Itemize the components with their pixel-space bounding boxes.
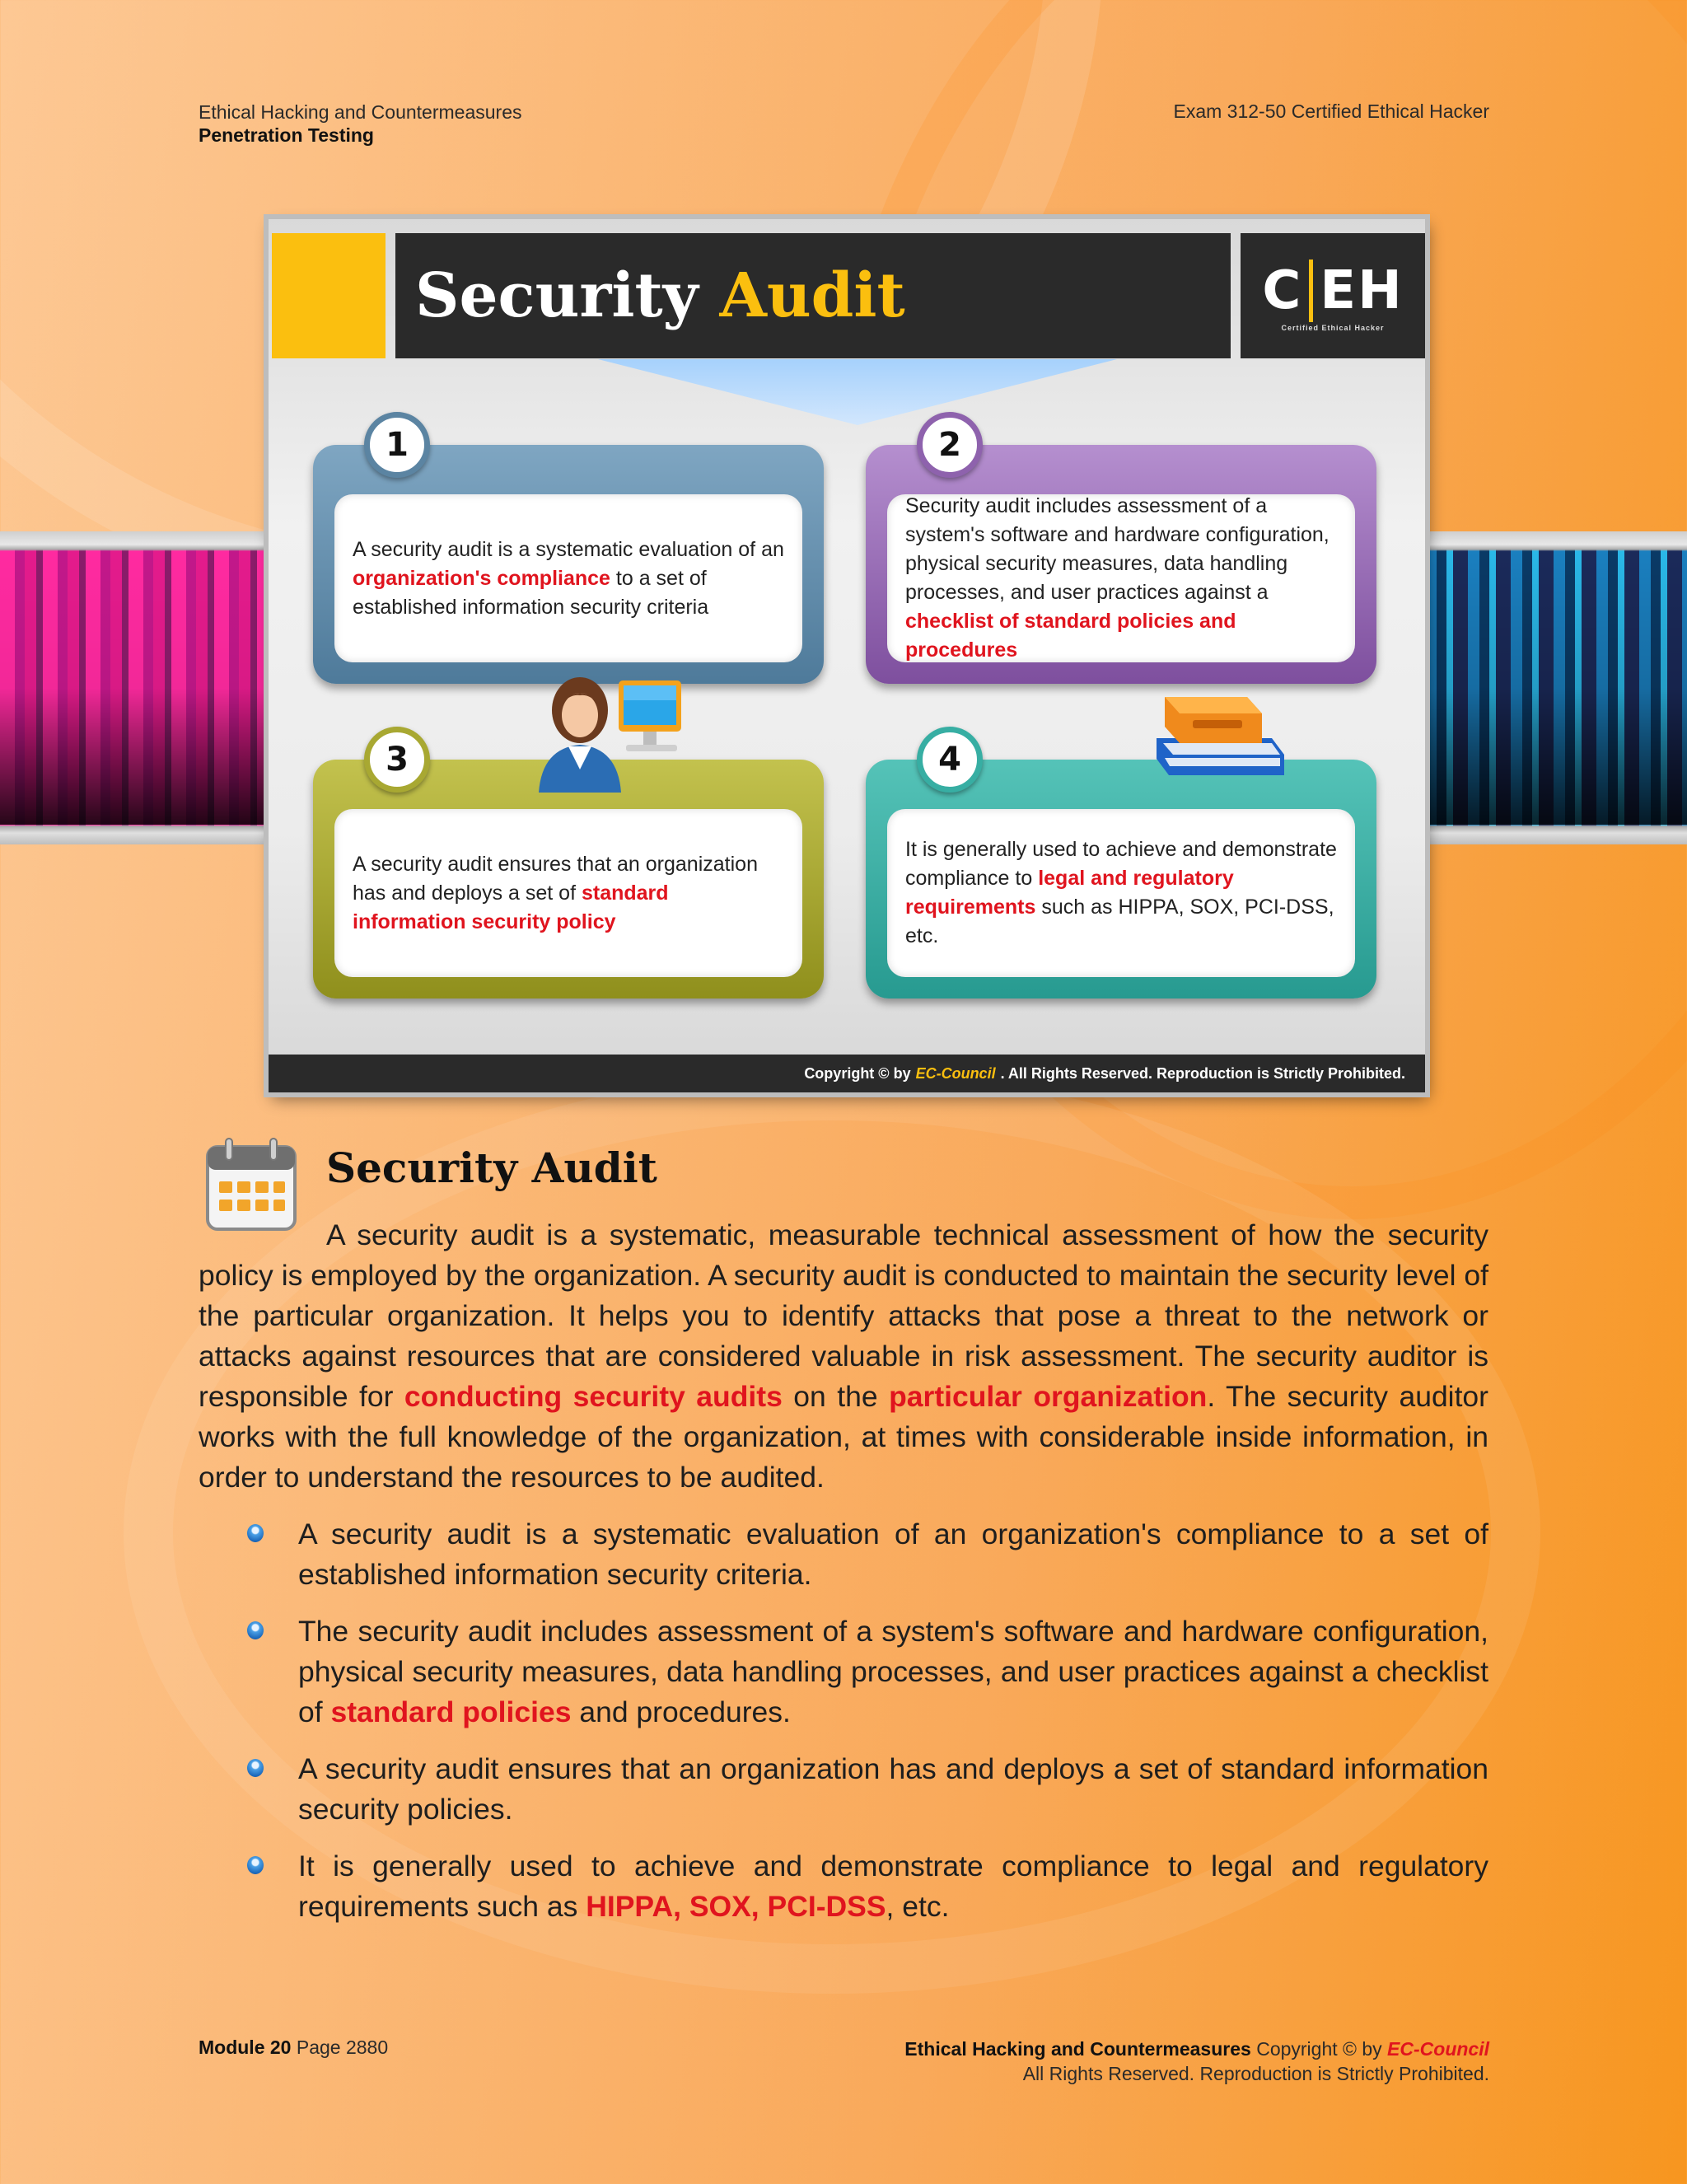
section-paragraph: A security audit is a systematic, measurable technical assessment of how the security policy is employed by the organization. A security audit is conducted to maintain the security level of the particular organization. It helps you to identify attacks that pose a threat to the network or attacks against resources that are considered valuable in risk assessment. The security auditor is responsible for conducting security audits on the particular organization. The security auditor works with the full knowledge of the organization, at times with considerable inside information, in order to understand the resources to be audited. — [199, 1218, 1488, 1494]
slide-card-3 — [313, 741, 824, 998]
card-text: Security audit includes assessment of a system's software and hardware configuration, physical security measures, data handling processes, and user practices against a checklist of standard policies and procedures — [905, 494, 1330, 662]
ec-council-brand: EC-Council — [915, 1064, 996, 1082]
module-number: Module 20 — [199, 2037, 292, 2058]
card-highlight: standard information security policy — [353, 881, 669, 933]
module-title: Penetration Testing — [199, 124, 374, 146]
card-text: A security audit is a systematic evaluation of an organization's compliance to a set of established information security criteria — [353, 537, 784, 619]
ceh-logo-eh: EH — [1320, 260, 1404, 321]
auditor-at-computer-icon — [532, 669, 689, 793]
card-highlight: organization's compliance — [353, 566, 610, 590]
page-footer-left — [199, 2037, 388, 2059]
section-title: Security Audit — [326, 1143, 657, 1192]
slide-copyright: Copyright © by EC-Council . All Rights Reserved. Reproduction is Strictly Prohibited. — [269, 1055, 1425, 1092]
bullet-icon — [247, 1856, 264, 1874]
bullet-icon — [247, 1621, 264, 1639]
decorative-band-left — [0, 531, 272, 844]
file-drawer-icon — [1148, 680, 1288, 779]
page-footer-right: Ethical Hacking and Countermeasures Copyright © by EC-Council All Rights Reserved. Reproduction is Strictly Prohibited. — [904, 2038, 1489, 2084]
slide-title-part2: Audit — [719, 260, 905, 331]
ceh-logo — [1241, 233, 1425, 358]
slide-title-bar — [395, 233, 1231, 358]
highlight-text: HIPPA, SOX, PCI-DSS — [586, 1890, 886, 1923]
rights-notice: All Rights Reserved. Reproduction is Strictly Prohibited. — [1022, 2063, 1489, 2084]
bullet-item: The security audit includes assessment of a system's software and hardware configuration, physical security measures, data handling processes, and user practices against a checklist of standard policies and procedures. — [247, 1611, 1488, 1733]
bullet-icon — [247, 1524, 264, 1542]
highlight-text: conducting security audits — [404, 1380, 783, 1413]
slide-card-4 — [866, 741, 1376, 998]
card-text: A security audit ensures that an organization has and deploys a set of standard information security policy — [353, 852, 758, 933]
highlight-text: particular organization — [889, 1380, 1208, 1413]
card-number-badge: 2 — [917, 412, 983, 478]
page-header-left — [199, 101, 521, 147]
bullet-icon — [247, 1759, 264, 1777]
course-title: Ethical Hacking and Countermeasures — [199, 101, 522, 123]
ceh-logo-bar — [1309, 260, 1313, 322]
bullet-item: A security audit ensures that an organization has and deploys a set of standard information security policies. — [247, 1749, 1488, 1830]
decorative-band-right — [1425, 531, 1687, 844]
ceh-logo-subtitle: Certified Ethical Hacker — [1281, 324, 1385, 332]
bullet-list — [247, 1514, 1488, 1943]
highlight-text: standard policies — [330, 1695, 572, 1728]
card-number-badge: 3 — [364, 727, 430, 793]
slide-accent-block — [272, 233, 386, 358]
card-text: It is generally used to achieve and demonstrate compliance to legal and regulatory requirements such as HIPPA, SOX, PCI-DSS, etc. — [905, 838, 1337, 947]
chevron-decoration — [598, 359, 1117, 425]
slide-card-1 — [313, 426, 824, 684]
ceh-logo-c: C — [1262, 260, 1303, 321]
page-number: Page 2880 — [296, 2037, 389, 2058]
card-number-badge: 1 — [364, 412, 430, 478]
slide-card-2 — [866, 426, 1376, 684]
slide-title-part1: Security — [415, 260, 699, 331]
slide-title — [415, 260, 905, 331]
bullet-item: A security audit is a systematic evaluation of an organization's compliance to a set of established information security criteria. — [247, 1514, 1488, 1595]
ec-council-brand: EC-Council — [1387, 2038, 1489, 2060]
exam-title: Exam 312-50 Certified Ethical Hacker — [1173, 101, 1489, 122]
card-highlight: legal and regulatory requirements — [905, 867, 1234, 919]
slide — [269, 219, 1425, 1092]
bullet-item: It is generally used to achieve and demonstrate compliance to legal and regulatory requirements such as HIPPA, SOX, PCI-DSS, etc. — [247, 1846, 1488, 1927]
card-number-badge: 4 — [917, 727, 983, 793]
card-highlight: checklist of standard policies and procedures — [905, 610, 1236, 662]
